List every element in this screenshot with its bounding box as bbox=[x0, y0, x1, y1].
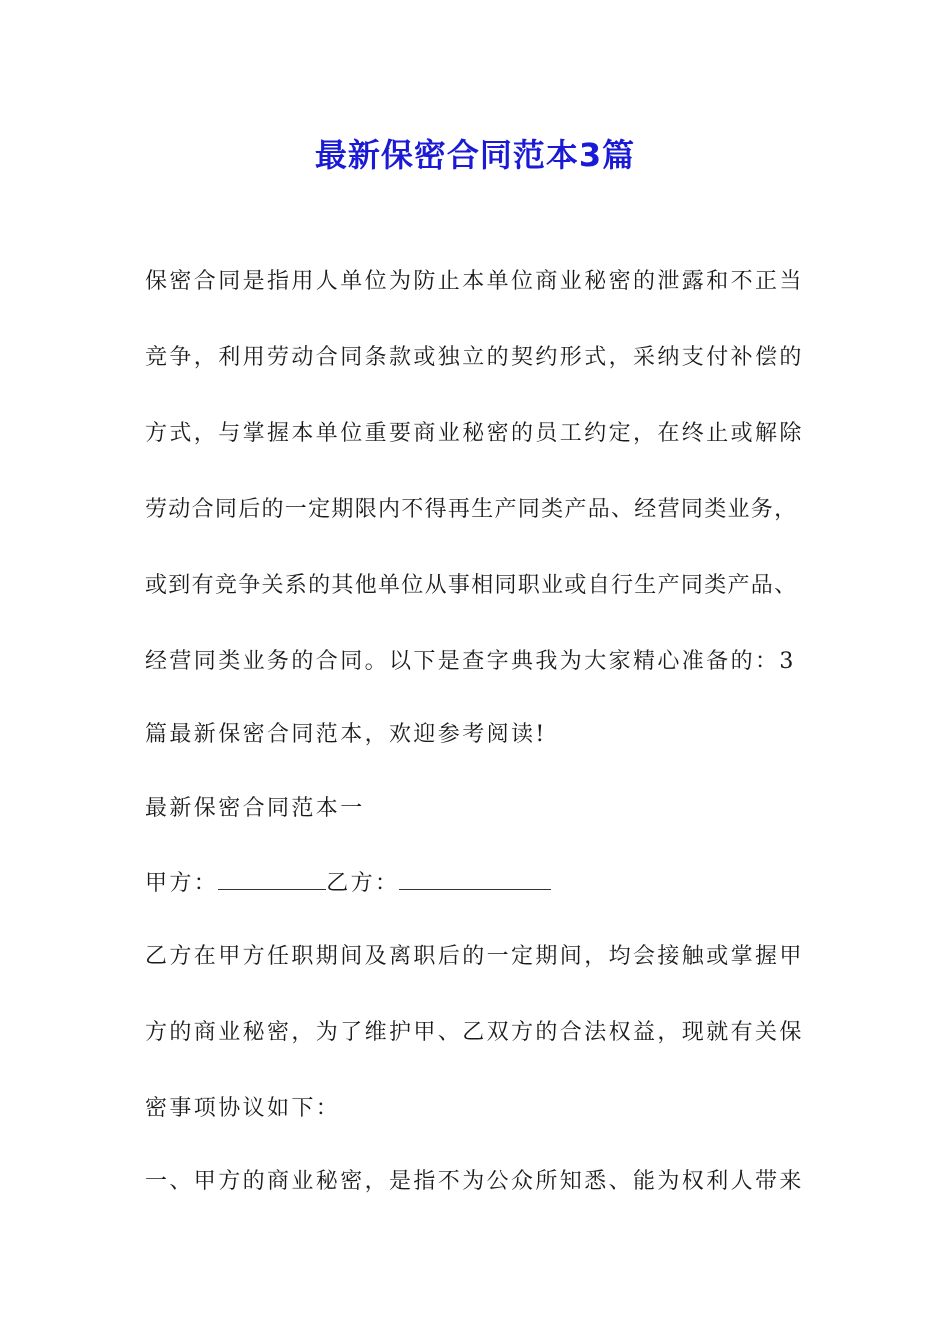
intro-line-3: 方式，与掌握本单位重要商业秘密的员工约定，在终止或解除 bbox=[145, 421, 804, 446]
party-a-blank bbox=[218, 869, 326, 890]
party-b-blank bbox=[399, 869, 551, 890]
document-title: 最新保密合同范本3篇 bbox=[314, 136, 636, 174]
intro-line-7: 篇最新保密合同范本，欢迎参考阅读! bbox=[145, 722, 547, 747]
intro-line-1: 保密合同是指用人单位为防止本单位商业秘密的泄露和不正当 bbox=[145, 269, 804, 294]
intro-line-5: 或到有竞争关系的其他单位从事相同职业或自行生产同类产品、 bbox=[145, 573, 798, 598]
parties-line bbox=[145, 869, 825, 899]
body-line-4: 一、甲方的商业秘密，是指不为公众所知悉、能为权利人带来 bbox=[145, 1169, 804, 1194]
body-line-2: 方的商业秘密，为了维护甲、乙双方的合法权益，现就有关保 bbox=[145, 1020, 804, 1045]
intro-line-2: 竞争，利用劳动合同条款或独立的契约形式，采纳支付补偿的 bbox=[145, 345, 804, 370]
party-a-label: 甲方： bbox=[145, 871, 219, 896]
section-heading: 最新保密合同范本一 bbox=[145, 796, 365, 821]
intro-line-4: 劳动合同后的一定期限内不得再生产同类产品、经营同类业务， bbox=[145, 497, 798, 522]
party-b-label: 乙方： bbox=[326, 871, 400, 896]
intro-line-6: 经营同类业务的合同。以下是查字典我为大家精心准备的：3 bbox=[145, 649, 796, 674]
body-line-3: 密事项协议如下： bbox=[145, 1096, 341, 1121]
body-line-1: 乙方在甲方任职期间及离职后的一定期间，均会接触或掌握甲 bbox=[145, 944, 804, 969]
